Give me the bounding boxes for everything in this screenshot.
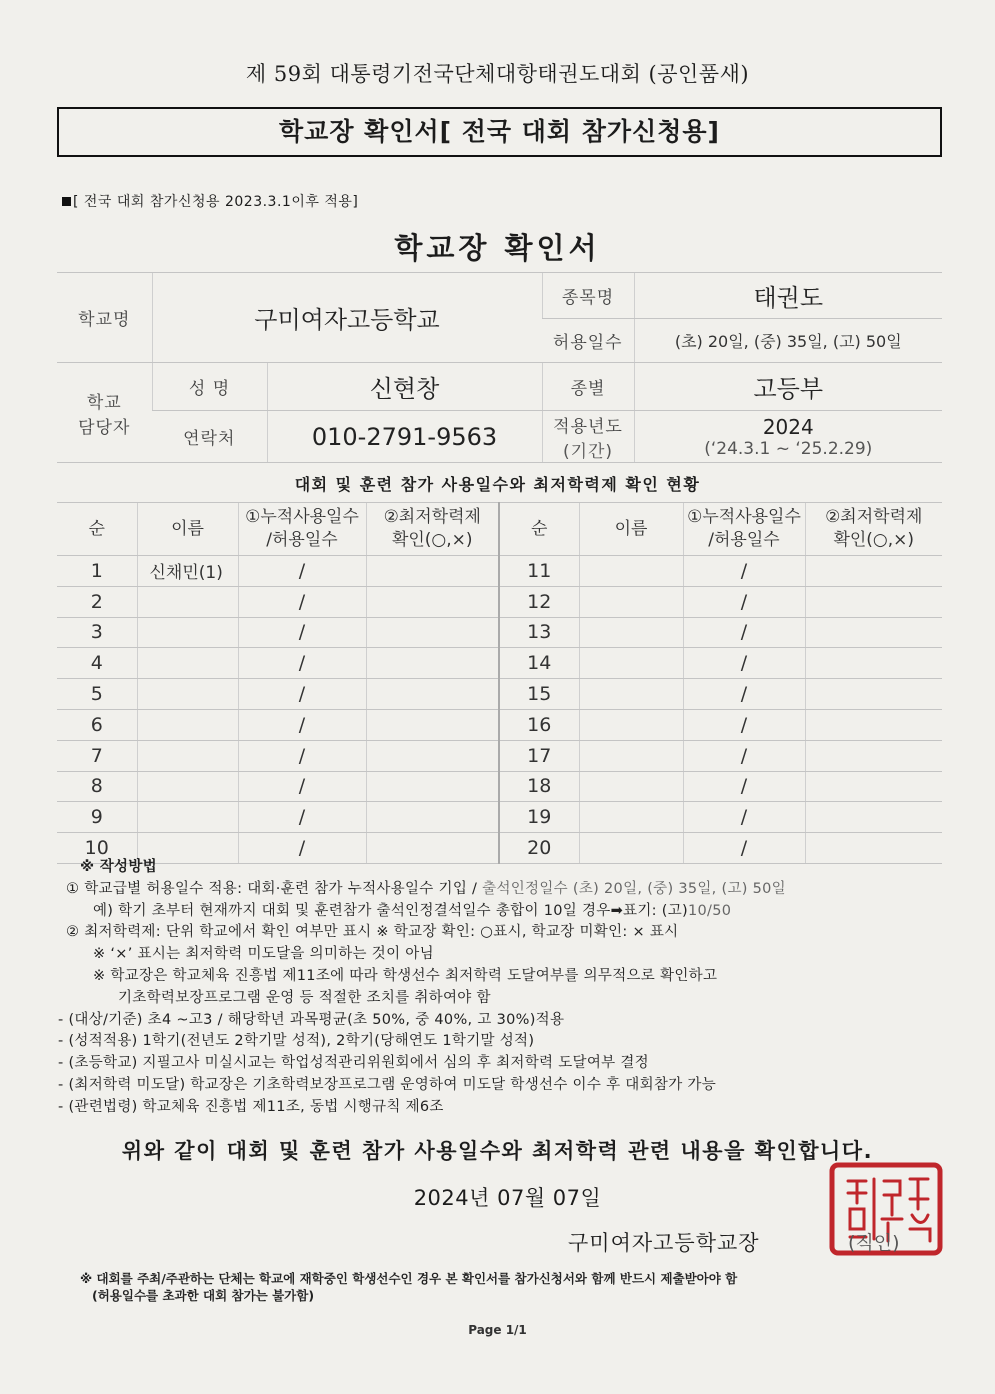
school-name-label: 학교명 (57, 273, 152, 363)
header-check: ②최저학력제 확인(○,×) (805, 503, 942, 556)
check-cell (805, 556, 942, 587)
issue-date: 2024년 07월 07일 (413, 1186, 602, 1210)
note-line: ① 학교급별 허용일수 적용: 대회·훈련 참가 누적사용일수 기입 / 출석인정일수 (초) 20일, (중) 35일, (고) 50일 (66, 880, 786, 897)
page-number: Page 1/1 (468, 1323, 527, 1337)
check-cell (805, 740, 942, 771)
name-value: 신현창 (267, 363, 542, 411)
header-days: ①누적사용일수 /허용일수 (683, 503, 805, 556)
name-cell (579, 617, 683, 648)
no-cell: 7 (57, 740, 137, 771)
table-row (57, 617, 942, 648)
document-heading: 학교장 확인서 (394, 231, 601, 265)
apply-note-text: [ 전국 대회 참가신청용 2023.3.1이후 적용] (73, 194, 359, 210)
school-name-value: 구미여자고등학교 (152, 273, 542, 363)
table-row (57, 648, 942, 679)
no-cell: 8 (57, 771, 137, 802)
days-cell: / (238, 740, 366, 771)
no-cell: 2 (57, 586, 137, 617)
school-info-table (57, 272, 942, 463)
note-line: ② 최저학력제: 단위 학교에서 확인 여부만 표시 ※ 학교장 확인: ○표시, 학교장 미확인: × 표시 (66, 924, 679, 941)
no-cell: 18 (499, 771, 579, 802)
table-row (57, 679, 942, 710)
header-check: ②최저학력제 확인(○,×) (366, 503, 499, 556)
check-cell (366, 679, 499, 710)
event-value: 태권도 (634, 273, 942, 319)
check-cell (366, 771, 499, 802)
no-cell: 3 (57, 617, 137, 648)
check-cell (805, 586, 942, 617)
year-label: 적용년도 (기간) (542, 411, 634, 463)
days-cell: / (683, 648, 805, 679)
contact-label: 연락처 (152, 411, 267, 463)
manager-label: 학교 담당자 (57, 363, 152, 463)
days-cell: / (683, 679, 805, 710)
days-cell: / (683, 740, 805, 771)
check-cell (805, 709, 942, 740)
note-line: - (성적적용) 1학기(전년도 2학기말 성적), 2학기(당해연도 1학기말 성적) (58, 1033, 535, 1050)
table-row (57, 586, 942, 617)
check-cell (805, 771, 942, 802)
days-cell: / (238, 617, 366, 648)
name-cell (137, 648, 238, 679)
days-cell: / (238, 709, 366, 740)
days-cell: / (238, 833, 366, 864)
days-cell: / (683, 802, 805, 833)
no-cell: 12 (499, 586, 579, 617)
days-cell: / (683, 833, 805, 864)
days-cell: / (683, 556, 805, 587)
name-cell (137, 679, 238, 710)
table-row (57, 740, 942, 771)
footnote-line: ※ 대회를 주최/주관하는 단체는 학교에 재학중인 학생선수인 경우 본 확인서를 참가신청서와 함께 반드시 제출받아야 함 (80, 1271, 738, 1286)
no-cell: 16 (499, 709, 579, 740)
apply-note (62, 191, 358, 211)
no-cell: 20 (499, 833, 579, 864)
header-name: 이름 (137, 503, 238, 556)
year-value: 2024 (‘24.3.1 ~ ‘25.2.29) (634, 411, 942, 463)
header-name: 이름 (579, 503, 683, 556)
name-cell (579, 556, 683, 587)
name-cell (579, 648, 683, 679)
no-cell: 17 (499, 740, 579, 771)
no-cell: 19 (499, 802, 579, 833)
table-row (57, 771, 942, 802)
days-cell: / (238, 556, 366, 587)
days-cell: / (683, 586, 805, 617)
days-cell: / (683, 617, 805, 648)
no-cell: 10 (57, 833, 137, 864)
name-cell (137, 740, 238, 771)
summary-title: 대회 및 훈련 참가 사용일수와 최저학력제 확인 현황 (294, 475, 701, 494)
square-bullet-icon (62, 197, 71, 206)
name-cell (137, 709, 238, 740)
note-line: ※ ‘×’ 표시는 최저학력 미도달을 의미하는 것이 아님 (93, 946, 434, 963)
check-cell (366, 709, 499, 740)
days-cell: / (238, 771, 366, 802)
name-cell (579, 679, 683, 710)
document-title-box: 학교장 확인서[ 전국 대회 참가신청용] (57, 107, 942, 157)
category-value: 고등부 (634, 363, 942, 411)
note-line: - (초등학교) 지필고사 미실시교는 학업성적관리위원회에서 심의 후 최저학력 도달여부 결정 (58, 1055, 649, 1072)
check-cell (805, 802, 942, 833)
category-label: 종별 (542, 363, 634, 411)
table-row (57, 556, 942, 587)
days-cell: / (683, 709, 805, 740)
check-cell (366, 556, 499, 587)
check-cell (805, 679, 942, 710)
name-cell (137, 586, 238, 617)
check-cell (805, 617, 942, 648)
note-line: - (대상/기준) 초4 ~고3 / 해당학년 과목평균(초 50%, 중 40%, 고 30%)적용 (58, 1011, 565, 1028)
no-cell: 14 (499, 648, 579, 679)
header-no: 순 (57, 503, 137, 556)
no-cell: 1 (57, 556, 137, 587)
table-row (57, 709, 942, 740)
days-cell: / (238, 586, 366, 617)
days-cell: / (683, 771, 805, 802)
name-cell (579, 586, 683, 617)
check-cell (366, 740, 499, 771)
no-cell: 9 (57, 802, 137, 833)
name-cell (579, 740, 683, 771)
name-label: 성 명 (152, 363, 267, 411)
check-cell (366, 802, 499, 833)
contact-value: 010-2791-9563 (267, 411, 542, 463)
no-cell: 13 (499, 617, 579, 648)
header-no: 순 (499, 503, 579, 556)
allowed-days-label: 허용일수 (542, 319, 634, 363)
check-cell (366, 617, 499, 648)
check-cell (805, 648, 942, 679)
name-cell (137, 771, 238, 802)
event-label: 종목명 (542, 273, 634, 319)
participant-rows (57, 556, 942, 864)
footnote (80, 1270, 950, 1304)
event-title: 제 59회 대통령기전국단체대항태권도대회 (공인품새) (245, 62, 750, 86)
no-cell: 11 (499, 556, 579, 587)
note-line: 예) 학기 초부터 현재까지 대회 및 훈련참가 출석인정결석일수 총합이 10일 경우➡표기: (고)10/50 (93, 902, 732, 919)
principal-signature: 구미여자고등학교장 (568, 1231, 760, 1255)
note-line: 기초학력보장프로그램 운영 등 적절한 조치를 취하여야 함 (118, 989, 491, 1006)
seal-mark: (직인) (848, 1232, 900, 1254)
no-cell: 5 (57, 679, 137, 710)
header-days: ①누적사용일수 /허용일수 (238, 503, 366, 556)
days-cell: / (238, 648, 366, 679)
no-cell: 15 (499, 679, 579, 710)
note-line: - (관련법령) 학교체육 진흥법 제11조, 동법 시행규칙 제6조 (58, 1098, 444, 1115)
name-cell (579, 709, 683, 740)
name-cell: 신채민(1) (137, 556, 238, 587)
name-cell (579, 802, 683, 833)
note-line: ※ 학교장은 학교체육 진흥법 제11조에 따라 학생선수 최저학력 도달여부를 의무적으로 확인하고 (93, 967, 718, 984)
no-cell: 6 (57, 709, 137, 740)
days-cell: / (238, 679, 366, 710)
table-row (57, 802, 942, 833)
confirmation-statement: 위와 같이 대회 및 훈련 참가 사용일수와 최저학력 관련 내용을 확인합니다. (121, 1139, 874, 1163)
footnote-line: (허용일수를 초과한 대회 참가는 불가함) (92, 1288, 315, 1303)
allowed-days-value: (초) 20일, (중) 35일, (고) 50일 (634, 319, 942, 363)
check-cell (366, 648, 499, 679)
name-cell (137, 617, 238, 648)
notes-title: ※ 작성방법 (80, 859, 157, 875)
days-cell: / (238, 802, 366, 833)
note-line: - (최저학력 미도달) 학교장은 기초학력보장프로그램 운영하여 미도달 학생선수 이수 후 대회참가 가능 (58, 1076, 717, 1093)
no-cell: 4 (57, 648, 137, 679)
check-cell (366, 586, 499, 617)
participants-table (57, 502, 942, 864)
name-cell (137, 802, 238, 833)
writing-instructions (58, 857, 946, 1119)
name-cell (579, 771, 683, 802)
